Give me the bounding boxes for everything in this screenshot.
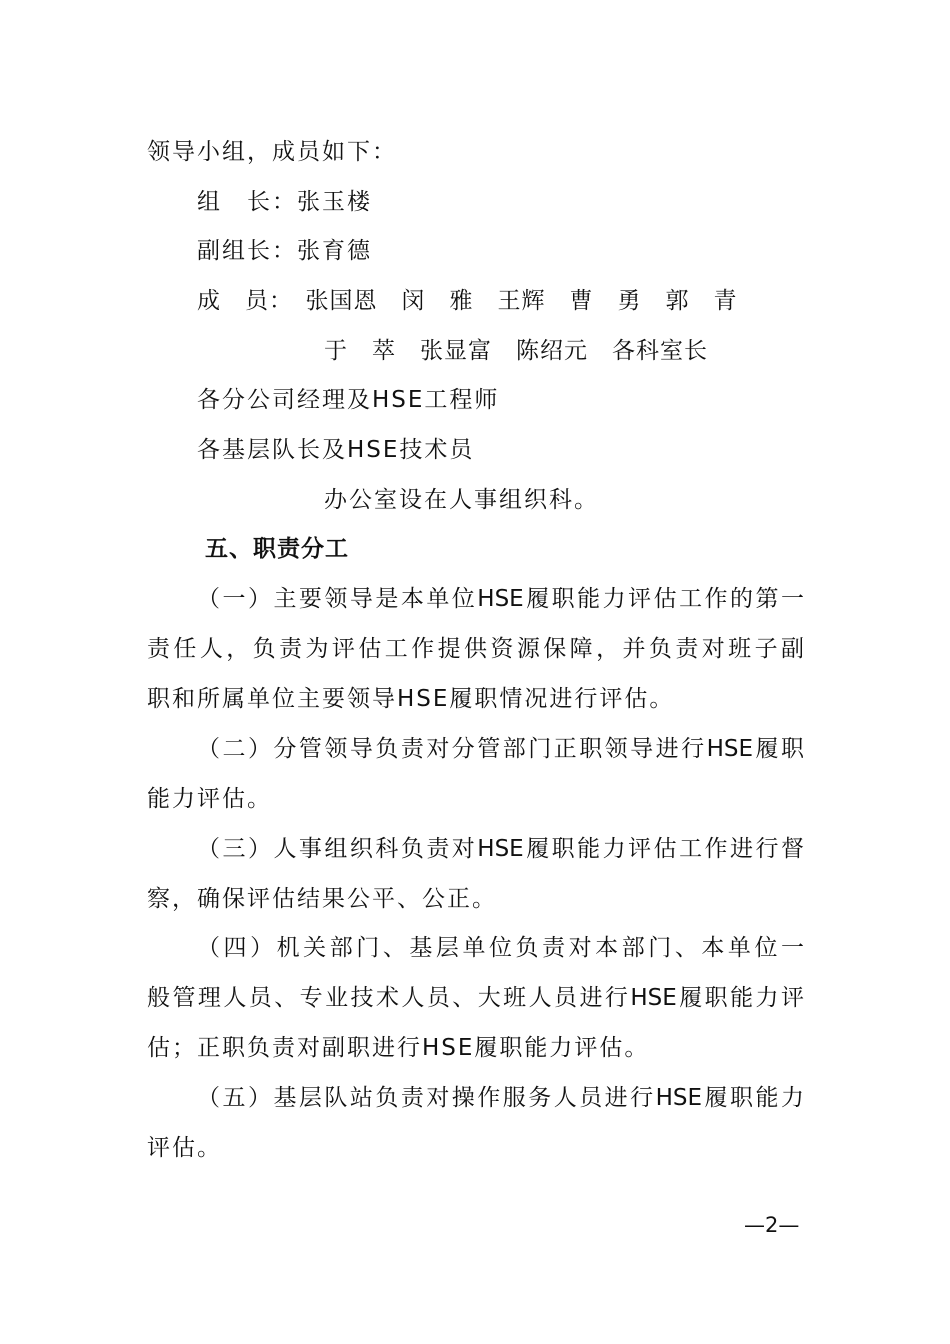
members-line-1: 成 员： 张国恩 闵 雅 王辉 曹 勇 郭 青	[197, 288, 738, 314]
page-number: —2—	[744, 1213, 800, 1237]
branch-line: 各分公司经理及HSE工程师	[197, 387, 500, 413]
para-1-line-3: 职和所属单位主要领导HSE履职情况进行评估。	[147, 686, 675, 712]
para-5-line-1: （五）基层队站负责对操作服务人员进行HSE履职能力	[197, 1085, 804, 1111]
leader-line: 组 长：张玉楼	[197, 189, 372, 215]
para-3-line-1: （三）人事组织科负责对HSE履职能力评估工作进行督	[197, 836, 804, 862]
para-2-line-2: 能力评估。	[147, 786, 272, 812]
para-3-line-2: 察，确保评估结果公平、公正。	[147, 886, 497, 912]
office-line: 办公室设在人事组织科。	[324, 487, 599, 513]
para-2-line-1: （二）分管领导负责对分管部门正职领导进行HSE履职	[197, 736, 804, 762]
intro-line: 领导小组，成员如下：	[147, 139, 397, 165]
para-1-line-2: 责任人，负责为评估工作提供资源保障，并负责对班子副	[147, 636, 804, 662]
deputy-line: 副组长：张育德	[197, 238, 372, 264]
para-1-line-1: （一）主要领导是本单位HSE履职能力评估工作的第一	[197, 586, 804, 612]
base-line: 各基层队长及HSE技术员	[197, 437, 475, 463]
para-4-line-2: 般管理人员、专业技术人员、大班人员进行HSE履职能力评	[147, 985, 804, 1011]
para-5-line-2: 评估。	[147, 1135, 222, 1161]
section-heading: 五、职责分工	[205, 536, 349, 562]
para-4-line-1: （四）机关部门、基层单位负责对本部门、本单位一	[197, 935, 804, 961]
para-4-line-3: 估；正职负责对副职进行HSE履职能力评估。	[147, 1035, 650, 1061]
members-line-2: 于 萃 张显富 陈绍元 各科室长	[324, 338, 708, 364]
